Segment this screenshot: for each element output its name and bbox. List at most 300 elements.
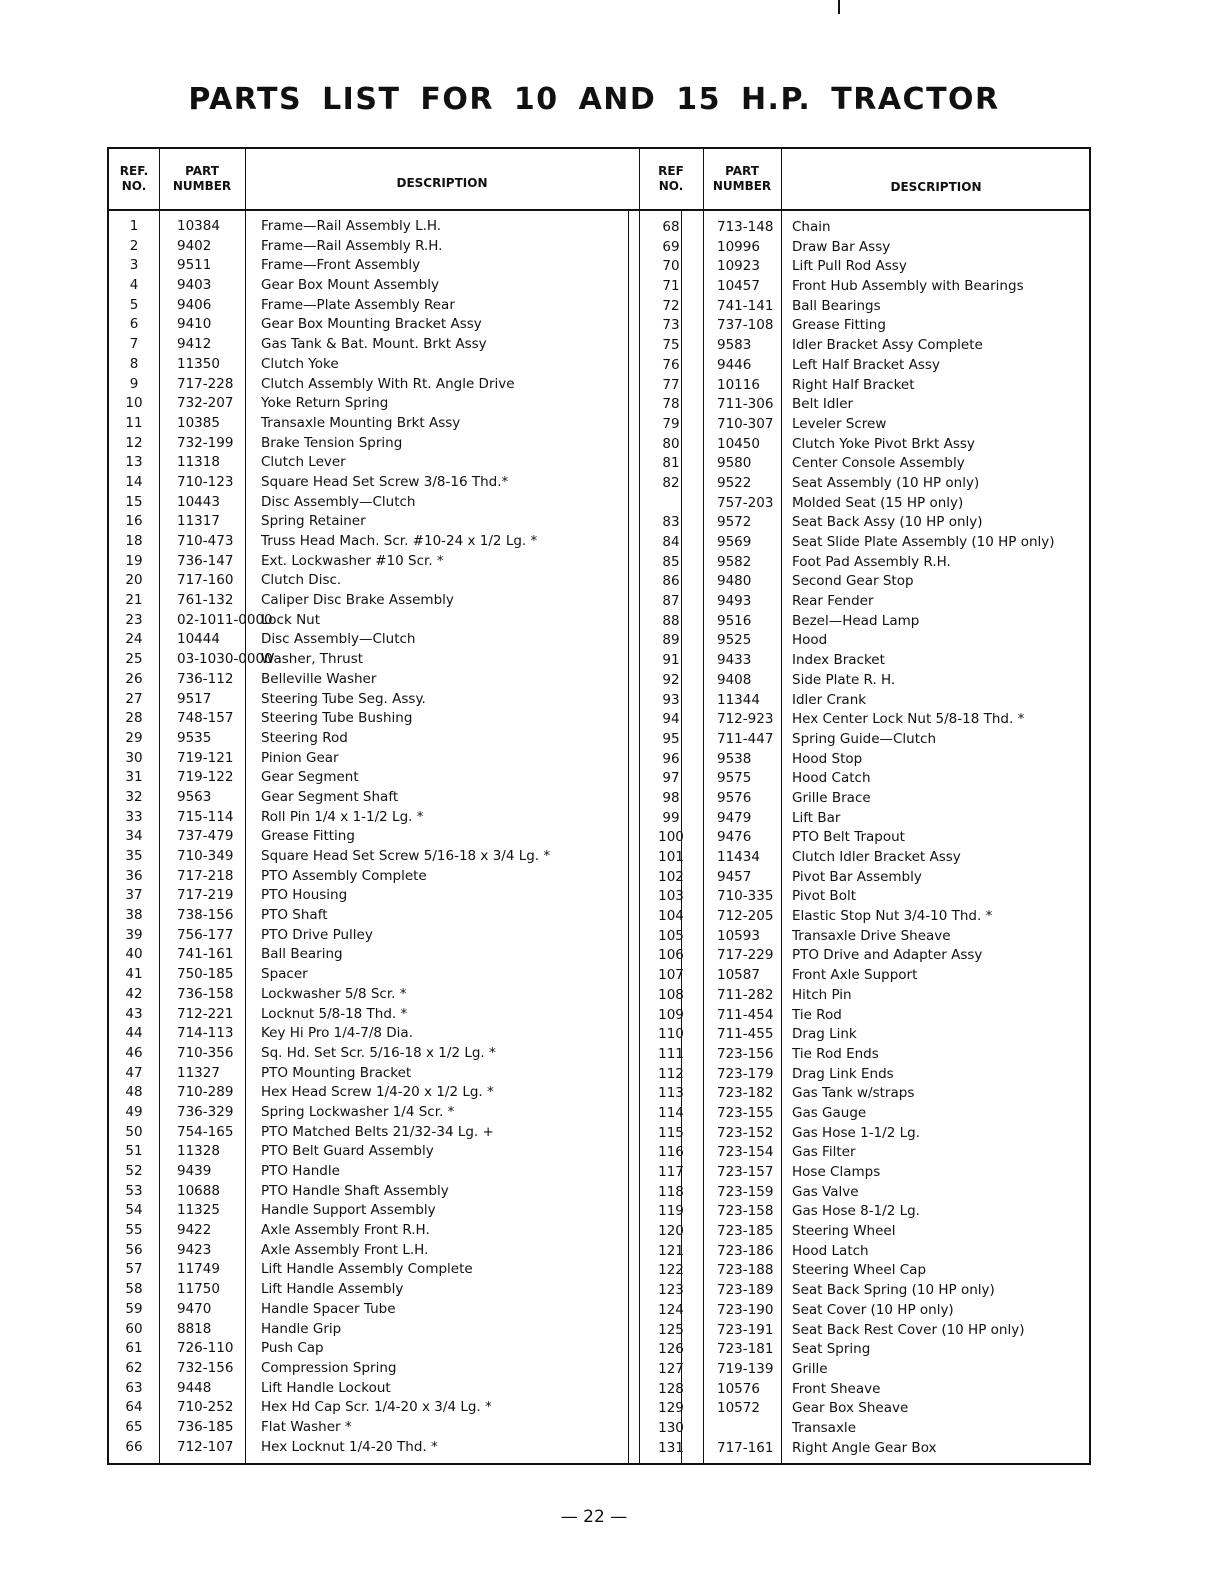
description: PTO Drive Pulley <box>261 926 373 943</box>
ref-no: 7 <box>129 336 139 353</box>
description: Drag Link Ends <box>792 1065 894 1082</box>
part-number: 710-473 <box>177 533 234 549</box>
part-number: 9493 <box>717 593 752 610</box>
description: Belt Idler <box>792 396 854 413</box>
table-row <box>109 1240 628 1260</box>
description: Gas Hose 1-1/2 Lg. <box>792 1124 920 1141</box>
part-number: 714-113 <box>177 1025 234 1042</box>
ref-no: 39 <box>125 926 143 943</box>
ref-no: 28 <box>125 710 143 727</box>
part-number: 736-329 <box>177 1103 234 1120</box>
ref-no: 120 <box>658 1223 684 1240</box>
description: Truss Head Mach. Scr. #10-24 x 1/2 Lg. * <box>261 533 538 549</box>
ref-no: 94 <box>662 711 680 728</box>
table-row <box>109 708 628 728</box>
description: Hex Locknut 1/4-20 Thd. * <box>261 1438 438 1455</box>
ref-no: 46 <box>125 1044 143 1061</box>
ref-no: 125 <box>658 1321 684 1338</box>
part-number: 756-177 <box>177 926 234 943</box>
description: Square Head Set Screw 5/16-18 x 3/4 Lg. * <box>261 848 551 864</box>
description: Leveler Screw <box>792 415 887 432</box>
description: Gear Box Mount Assembly <box>261 277 439 294</box>
ref-no: 86 <box>662 573 680 590</box>
description: Gas Gauge <box>792 1104 867 1121</box>
part-number: 11317 <box>177 513 220 530</box>
ref-no: 130 <box>658 1419 684 1436</box>
part-number: 723-179 <box>717 1065 774 1082</box>
ref-no: 63 <box>125 1379 143 1396</box>
ref-no: 43 <box>125 1005 143 1022</box>
part-number: 715-114 <box>177 808 234 825</box>
description: Clutch Assembly With Rt. Angle Drive <box>261 375 515 392</box>
description: Tie Rod <box>792 1006 842 1023</box>
description: Foot Pad Assembly R.H. <box>792 553 951 570</box>
part-number: 723-152 <box>717 1124 774 1141</box>
ref-no: 122 <box>658 1262 684 1279</box>
description: Spring Lockwasher 1/4 Scr. * <box>261 1103 455 1120</box>
table-row <box>109 452 628 472</box>
ref-no: 109 <box>658 1006 684 1023</box>
description: Seat Back Assy (10 HP only) <box>792 514 983 531</box>
description: Lift Handle Assembly Complete <box>261 1261 473 1278</box>
ref-no: 27 <box>125 690 143 707</box>
table-row <box>639 650 1091 670</box>
table-row <box>639 1438 1091 1458</box>
table-row <box>109 866 628 886</box>
description: Gear Segment <box>261 769 359 786</box>
description: Key Hi Pro 1/4-7/8 Dia. <box>261 1025 413 1042</box>
part-number: 710-289 <box>177 1084 234 1101</box>
table-row <box>109 984 628 1004</box>
table-row <box>109 1082 628 1102</box>
description: Axle Assembly Front L.H. <box>261 1241 429 1258</box>
part-number: 10457 <box>717 278 760 295</box>
ref-no: 69 <box>662 238 680 255</box>
table-row <box>109 590 628 610</box>
table-row <box>639 1162 1091 1182</box>
part-number: 712-205 <box>717 908 774 925</box>
description: Sq. Hd. Set Scr. 5/16-18 x 1/2 Lg. * <box>261 1044 496 1061</box>
part-number: 9576 <box>717 789 752 806</box>
part-number: 9476 <box>717 829 752 846</box>
part-number: 710-335 <box>717 888 774 905</box>
ref-no: 42 <box>125 985 143 1002</box>
table-row <box>109 629 628 649</box>
ref-no: 118 <box>658 1183 684 1200</box>
description: Hex Hd Cap Scr. 1/4-20 x 3/4 Lg. * <box>261 1399 492 1416</box>
table-row <box>639 749 1091 769</box>
description: PTO Handle <box>261 1163 340 1179</box>
part-number: 10593 <box>717 927 760 944</box>
description: PTO Drive and Adapter Assy <box>792 947 983 964</box>
part-number: 719-121 <box>177 749 234 766</box>
part-number: 11749 <box>177 1261 220 1278</box>
part-number: 738-156 <box>177 907 234 924</box>
part-number: 9403 <box>177 277 212 294</box>
part-number: 10572 <box>717 1400 760 1417</box>
part-number: 711-455 <box>717 1026 774 1043</box>
ref-no: 126 <box>658 1341 684 1358</box>
description: Grease Fitting <box>792 317 886 334</box>
part-number: 11318 <box>177 454 220 471</box>
table-row <box>639 315 1091 335</box>
ref-no: 55 <box>125 1222 143 1239</box>
ref-no: 47 <box>125 1064 143 1081</box>
part-number: 712-221 <box>177 1005 234 1022</box>
table-row <box>109 1338 628 1358</box>
table-row <box>639 886 1091 906</box>
description: Chain <box>792 219 831 235</box>
description: Roll Pin 1/4 x 1-1/2 Lg. * <box>261 808 424 825</box>
part-number: 9517 <box>177 690 212 707</box>
table-row <box>109 255 628 275</box>
description: Side Plate R. H. <box>792 671 896 688</box>
description: Steering Wheel <box>792 1223 896 1240</box>
ref-no: 99 <box>662 809 680 826</box>
table-row <box>109 787 628 807</box>
description: PTO Assembly Complete <box>261 867 427 884</box>
ref-no: 121 <box>658 1242 684 1259</box>
description: Clutch Yoke Pivot Brkt Assy <box>792 435 975 452</box>
description: Transaxle Mounting Brkt Assy <box>261 414 461 431</box>
part-number: 723-159 <box>717 1183 774 1200</box>
part-number: 736-147 <box>177 552 234 569</box>
ref-no: 58 <box>125 1281 143 1298</box>
table-row <box>109 1397 628 1417</box>
part-number: 761-132 <box>177 592 234 609</box>
description: Steering Wheel Cap <box>792 1262 927 1279</box>
description: Pivot Bar Assembly <box>792 868 922 885</box>
table-row <box>109 1358 628 1378</box>
table-row <box>639 1024 1091 1044</box>
table-row <box>639 375 1091 395</box>
description: Clutch Yoke <box>261 355 339 372</box>
description: Gas Tank & Bat. Mount. Brkt Assy <box>261 336 487 353</box>
table-row <box>109 767 628 787</box>
description: Clutch Lever <box>261 454 346 471</box>
left-parts-column <box>109 211 628 1456</box>
table-row <box>639 473 1091 493</box>
table-row <box>639 552 1091 572</box>
part-number: 723-190 <box>717 1301 774 1318</box>
table-row <box>109 1299 628 1319</box>
part-number: 9448 <box>177 1379 212 1396</box>
part-number: 9516 <box>717 612 752 629</box>
header-description-2: DESCRIPTION <box>890 179 982 194</box>
ref-no: 131 <box>658 1439 684 1456</box>
table-row <box>639 965 1091 985</box>
ref-no: 12 <box>125 434 143 451</box>
table-row <box>639 1083 1091 1103</box>
part-number: 10587 <box>717 967 760 984</box>
part-number: 10996 <box>717 238 760 255</box>
ref-no: 100 <box>658 829 684 846</box>
part-number: 10444 <box>177 631 220 648</box>
ref-no: 92 <box>662 671 680 688</box>
part-number: 9582 <box>717 553 752 570</box>
table-row <box>639 1201 1091 1221</box>
description: Handle Support Assembly <box>261 1202 436 1219</box>
table-row <box>109 905 628 925</box>
table-row <box>639 1241 1091 1261</box>
header-description: DESCRIPTION <box>396 175 488 190</box>
description: Gear Box Mounting Bracket Assy <box>261 316 482 333</box>
description: Lift Bar <box>792 809 841 826</box>
table-row <box>109 1259 628 1279</box>
ref-no: 68 <box>662 219 680 235</box>
table-row <box>109 826 628 846</box>
table-row <box>639 1359 1091 1379</box>
description: Lift Handle Assembly <box>261 1281 404 1298</box>
description: Seat Slide Plate Assembly (10 HP only) <box>792 534 1055 550</box>
part-number: 9480 <box>717 573 752 590</box>
table-row <box>639 1280 1091 1300</box>
table-row <box>639 217 1091 237</box>
ref-no: 4 <box>129 277 139 294</box>
table-row <box>109 1200 628 1220</box>
part-number: 8818 <box>177 1320 212 1337</box>
description: Gear Segment Shaft <box>261 788 399 805</box>
part-number: 741-161 <box>177 946 234 963</box>
description: Locknut 5/8-18 Thd. * <box>261 1005 408 1022</box>
part-number: 9439 <box>177 1163 212 1179</box>
table-row <box>639 945 1091 965</box>
description: Seat Spring <box>792 1341 871 1358</box>
description: Grease Fitting <box>261 828 355 845</box>
table-row <box>109 393 628 413</box>
table-row <box>109 551 628 571</box>
part-number: 710-307 <box>717 415 774 432</box>
ref-no: 112 <box>658 1065 684 1082</box>
part-number: 9412 <box>177 336 212 353</box>
description: Drag Link <box>792 1026 857 1043</box>
ref-no: 5 <box>129 296 139 313</box>
table-row <box>639 926 1091 946</box>
table-header <box>109 149 1089 211</box>
parts-table <box>107 147 1091 1465</box>
description: Seat Assembly (10 HP only) <box>792 474 980 491</box>
part-number: 719-139 <box>717 1360 774 1377</box>
ref-no: 26 <box>125 670 143 687</box>
part-number: 9575 <box>717 770 752 787</box>
ref-no: 78 <box>662 396 680 413</box>
table-row <box>639 591 1091 611</box>
ref-no: 52 <box>125 1163 143 1179</box>
description: Flat Washer * <box>261 1418 352 1435</box>
part-number: 723-185 <box>717 1223 774 1240</box>
table-row <box>639 1320 1091 1340</box>
ref-no: 15 <box>125 493 143 510</box>
description: Hood Stop <box>792 750 863 767</box>
ref-no: 110 <box>658 1026 684 1043</box>
ref-no: 60 <box>125 1320 143 1337</box>
description: Gas Tank w/straps <box>792 1085 915 1102</box>
part-number: 723-157 <box>717 1164 774 1180</box>
table-row <box>109 472 628 492</box>
table-row <box>109 610 628 630</box>
header-part-number-2: PART NUMBER <box>712 164 772 193</box>
part-number: 717-161 <box>717 1439 774 1456</box>
table-row <box>639 434 1091 454</box>
description: Gas Hose 8-1/2 Lg. <box>792 1203 920 1220</box>
table-row <box>109 1102 628 1122</box>
part-number: 11328 <box>177 1143 220 1160</box>
ref-no: 1 <box>129 218 139 234</box>
part-number: 717-229 <box>717 947 774 964</box>
table-row <box>639 906 1091 926</box>
ref-no: 9 <box>129 375 139 392</box>
ref-no: 18 <box>125 533 143 549</box>
ref-no: 117 <box>658 1164 684 1180</box>
table-row <box>109 1161 628 1181</box>
table-row <box>109 944 628 964</box>
description: Clutch Idler Bracket Assy <box>792 849 961 865</box>
ref-no: 40 <box>125 946 143 963</box>
ref-no: 104 <box>658 908 684 925</box>
header-ref-no-2: REF NO. <box>658 164 684 193</box>
description: Seat Cover (10 HP only) <box>792 1301 954 1318</box>
table-row <box>639 847 1091 867</box>
page-title: PARTS LIST FOR 10 AND 15 H.P. TRACTOR <box>188 82 1000 117</box>
ref-no: 2 <box>129 237 139 254</box>
ref-no: 75 <box>662 337 680 354</box>
part-number: 9422 <box>177 1222 212 1239</box>
table-row <box>639 729 1091 749</box>
table-row <box>639 1103 1091 1123</box>
description: Grille Brace <box>792 789 871 806</box>
ref-no: 97 <box>662 770 680 787</box>
part-number: 723-191 <box>717 1321 774 1338</box>
description: Rear Fender <box>792 593 874 610</box>
part-number: 736-112 <box>177 670 234 687</box>
part-number: 9572 <box>717 514 752 531</box>
part-number: 726-110 <box>177 1340 234 1357</box>
right-parts-column <box>639 211 1091 1457</box>
description: Handle Spacer Tube <box>261 1300 396 1317</box>
table-row <box>109 295 628 315</box>
ref-no: 91 <box>662 652 680 669</box>
part-number: 732-199 <box>177 434 234 451</box>
part-number: 723-188 <box>717 1262 774 1279</box>
description: Spring Retainer <box>261 513 366 530</box>
description: Belleville Washer <box>261 670 377 687</box>
description: Steering Rod <box>261 729 348 746</box>
description: Hood Catch <box>792 770 871 787</box>
table-row <box>109 748 628 768</box>
ref-no: 61 <box>125 1340 143 1357</box>
part-number: 11325 <box>177 1202 220 1219</box>
part-number: 9423 <box>177 1241 212 1258</box>
ref-no: 11 <box>125 414 143 431</box>
ref-no: 88 <box>662 612 680 629</box>
ref-no: 48 <box>125 1084 143 1101</box>
table-row <box>639 237 1091 257</box>
part-number: 10576 <box>717 1380 760 1397</box>
description: Square Head Set Screw 3/8-16 Thd.* <box>261 473 509 490</box>
part-number: 723-186 <box>717 1242 774 1259</box>
part-number: 9470 <box>177 1300 212 1317</box>
ref-no: 71 <box>662 278 680 295</box>
ref-no: 14 <box>125 473 143 490</box>
part-number: 737-479 <box>177 828 234 845</box>
ref-no: 129 <box>658 1400 684 1417</box>
description: Frame—Rail Assembly L.H. <box>261 218 442 234</box>
description: Lockwasher 5/8 Scr. * <box>261 985 407 1002</box>
ref-no: 114 <box>658 1104 684 1121</box>
part-number: 10450 <box>717 435 760 452</box>
table-row <box>109 846 628 866</box>
part-number: 10688 <box>177 1182 220 1199</box>
ref-no: 80 <box>662 435 680 452</box>
description: Bezel—Head Lamp <box>792 612 920 629</box>
part-number: 02-1011-0000 <box>177 611 273 628</box>
ref-no: 44 <box>125 1025 143 1042</box>
ref-no: 128 <box>658 1380 684 1397</box>
table-row <box>109 1181 628 1201</box>
ref-no: 34 <box>125 828 143 845</box>
table-row <box>639 1398 1091 1418</box>
table-row <box>109 1220 628 1240</box>
ref-no: 87 <box>662 593 680 610</box>
table-row <box>109 275 628 295</box>
description: Index Bracket <box>792 652 885 669</box>
ref-no: 102 <box>658 868 684 885</box>
ref-no: 33 <box>125 808 143 825</box>
table-row <box>109 1378 628 1398</box>
description: Gas Valve <box>792 1183 859 1200</box>
part-number: 9406 <box>177 296 212 313</box>
ref-no: 101 <box>658 849 684 865</box>
part-number: 9446 <box>717 356 752 373</box>
ref-no: 85 <box>662 553 680 570</box>
ref-no: 64 <box>125 1399 143 1416</box>
ref-no: 96 <box>662 750 680 767</box>
ref-no: 72 <box>662 297 680 314</box>
description: PTO Belt Trapout <box>792 829 905 846</box>
table-row <box>109 1141 628 1161</box>
ref-no: 41 <box>125 966 143 983</box>
col-divider <box>628 211 629 1463</box>
part-number: 741-141 <box>717 297 774 314</box>
table-row <box>109 669 628 689</box>
part-number: 710-349 <box>177 848 234 864</box>
part-number: 723-158 <box>717 1203 774 1220</box>
part-number: 754-165 <box>177 1123 234 1140</box>
table-row <box>109 1279 628 1299</box>
table-row <box>109 492 628 512</box>
part-number: 9408 <box>717 671 752 688</box>
ref-no: 95 <box>662 730 680 747</box>
description: Lift Handle Lockout <box>261 1379 391 1396</box>
description: Grille <box>792 1360 828 1377</box>
description: PTO Belt Guard Assembly <box>261 1143 434 1160</box>
description: Draw Bar Assy <box>792 238 891 255</box>
description: Right Half Bracket <box>792 376 915 393</box>
ref-no: 32 <box>125 788 143 805</box>
description: PTO Mounting Bracket <box>261 1064 412 1081</box>
ref-no: 37 <box>125 887 143 904</box>
table-row <box>639 1064 1091 1084</box>
ref-no: 24 <box>125 631 143 648</box>
description: Idler Bracket Assy Complete <box>792 337 983 354</box>
description: Ext. Lockwasher #10 Scr. * <box>261 552 444 569</box>
description: Elastic Stop Nut 3/4-10 Thd. * <box>792 908 993 925</box>
table-row <box>109 689 628 709</box>
ref-no: 70 <box>662 258 680 275</box>
table-row <box>109 374 628 394</box>
ref-no: 84 <box>662 534 680 550</box>
table-row <box>109 807 628 827</box>
